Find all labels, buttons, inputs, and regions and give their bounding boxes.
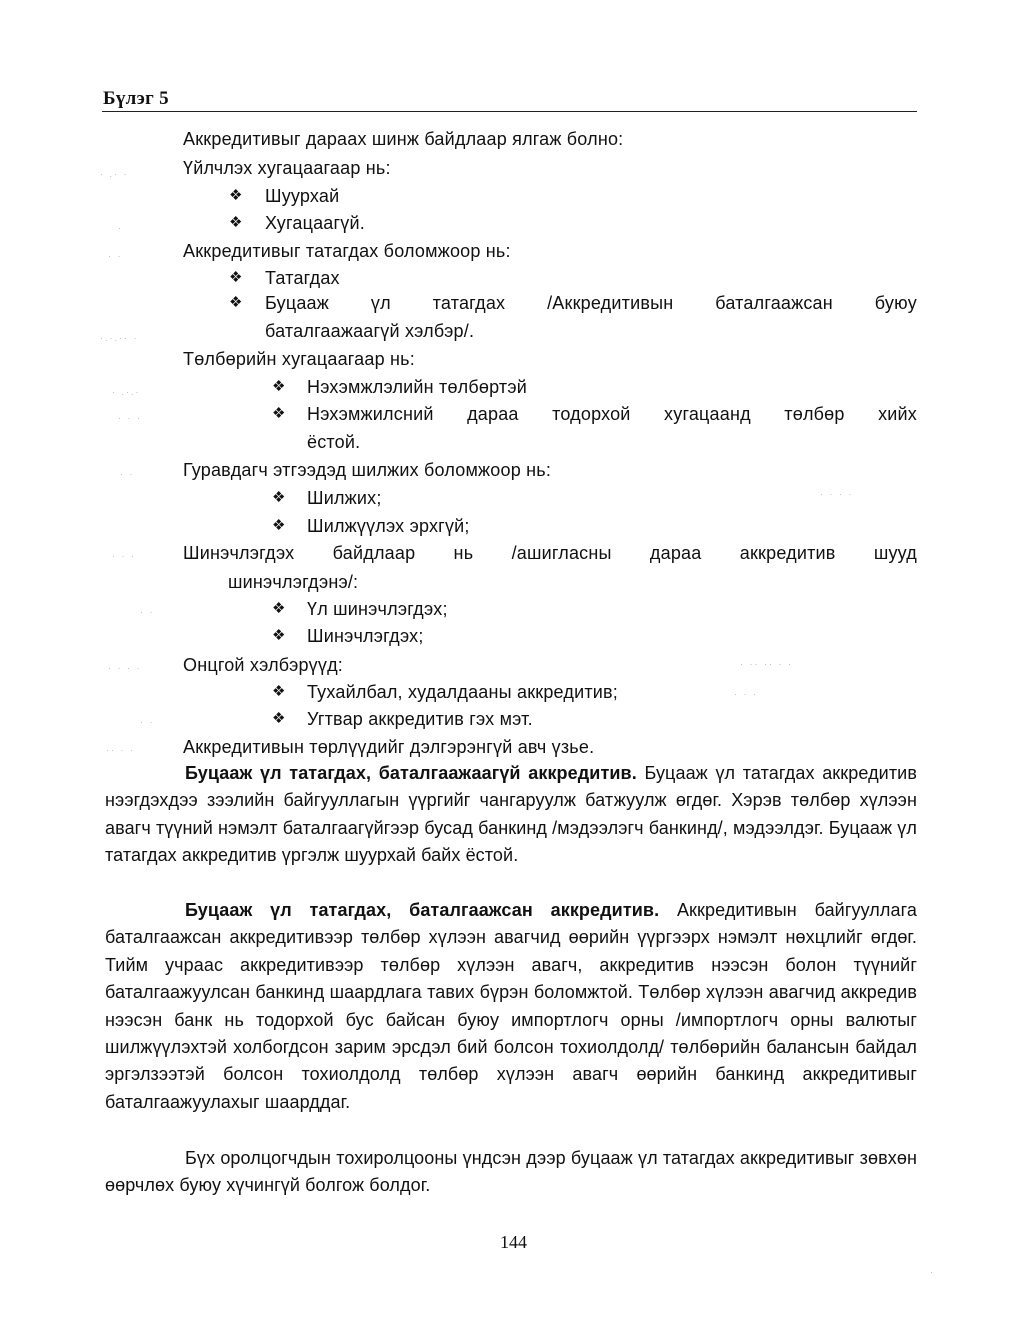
section-title: Онцгой хэлбэрүүд: (183, 655, 343, 675)
lead-in-line: Аккредитивын төрлүүдийг дэлгэрэнгүй авч үзье. (183, 737, 595, 757)
diamond-bullet-icon: ❖ (272, 710, 286, 727)
paragraph-heading: Буцааж үл татагдах, баталгаажаагүй аккредитив. (185, 763, 637, 783)
intro-line: Аккредитивыг дараах шинж байдлаар ялгаж болно: (183, 129, 624, 149)
scan-speck: ·· · · (106, 745, 135, 755)
section-title: Үйлчлэх хугацаагаар нь: (183, 158, 391, 178)
paragraph-text: Буцааж үл татагдах аккредитив нээгдэхдээ зээлийн байгууллагын үүргийг чангаруулж батжуулж өгдөг. Хэрэв төлбөр хүлээн авагч түүний нэмэлт баталгаагүйгээр бусад банкинд /мэдээлэгч банкинд/, мэдээлдэг. Буцааж үл татагдах аккредитив үргэлж шуурхай байх ёстой. (105, 763, 917, 866)
list-item: Нэхэмжилсний дараа тодорхой хугацаанд төлбөр хийх (307, 404, 917, 424)
diamond-bullet-icon: ❖ (272, 405, 286, 422)
scan-speck: · .· · (100, 169, 129, 179)
list-item-continuation: ёстой. (307, 432, 361, 452)
scan-speck: · · (140, 607, 155, 617)
scan-speck: · · · (734, 689, 758, 699)
diamond-bullet-icon: ❖ (272, 627, 286, 644)
scan-speck: ·.·.·· · (100, 333, 139, 343)
diamond-bullet-icon: ❖ (272, 489, 286, 506)
diamond-bullet-icon: ❖ (272, 683, 286, 700)
section-title-continuation: шинэчлэгдэнэ/: (228, 572, 359, 592)
paragraph (105, 760, 917, 870)
header-rule (102, 111, 917, 112)
scan-speck: · · · (112, 551, 136, 561)
scan-speck: · · (140, 717, 155, 727)
list-item: Шинэчлэгдэх; (307, 626, 424, 646)
section-title: Аккредитивыг татагдах боломжоор нь: (183, 241, 511, 261)
scan-speck: · · · · (108, 663, 142, 673)
list-item: Шилжих; (307, 488, 382, 508)
list-item: Шилжүүлэх эрхгүй; (307, 516, 470, 536)
diamond-bullet-icon: ❖ (272, 378, 286, 395)
diamond-bullet-icon: ❖ (229, 214, 243, 231)
diamond-bullet-icon: ❖ (272, 600, 286, 617)
paragraph-text: Бүх оролцогчдын тохиролцооны үндсэн дээр буцааж үл татагдах аккредитивыг зөвхөн өөрчлөх буюу хүчингүй болгож болдог. (105, 1148, 917, 1196)
paragraph-heading: Буцааж үл татагдах, баталгаажсан аккредитив. (185, 900, 660, 920)
list-item: Хугацаагүй. (265, 213, 365, 233)
section-title: Гуравдагч этгээдэд шилжих боломжоор нь: (183, 460, 552, 480)
list-item: Нэхэмжлэлийн төлбөртэй (307, 377, 528, 397)
diamond-bullet-icon: ❖ (272, 517, 286, 534)
paragraph-text: Аккредитивын байгууллага баталгаажсан аккредитивээр төлбөр хүлээн авагчид өөрийн үүргээрх нэмэлт нөхцлийг өгдөг. Тийм учраас аккредитивээр төлбөр хүлээн авагч, аккредитив нээсэн болон түүнийг баталгаажуулсан банкинд шаардлага тавих бүрэн боломжтой. Төлбөр хүлээн авагчид аккредив нээсэн банк нь тодорхой бус байсан буюу импортлогч орны /импортлогч орны валютыг шилжүүлэхтэй холбогдсон зарим эрсдэл бий болсон тохиолдолд/ төлбөрийн балансын байдал эргэлзээтэй болсон тохиолдолд төлбөр хүлээн авагч өөрийн банкинд аккредитивыг баталгаажуулахыг шаарддаг. (105, 900, 918, 1112)
scan-speck: · · · · (820, 489, 854, 499)
list-item: Татагдах (265, 268, 340, 288)
list-item: Шуурхай (265, 186, 340, 206)
scan-speck: · · (120, 469, 135, 479)
page-number: 144 (500, 1232, 527, 1252)
diamond-bullet-icon: ❖ (229, 294, 243, 311)
diamond-bullet-icon: ❖ (229, 187, 243, 204)
list-item: Үл шинэчлэгдэх; (307, 599, 448, 619)
chapter-heading: Бүлэг 5 (103, 88, 169, 109)
list-item-continuation: баталгаажаагүй хэлбэр/. (265, 321, 475, 341)
list-item: Буцааж үл татагдах /Аккредитивын баталгаажсан буюу (265, 293, 917, 313)
scan-speck: · .·.· (112, 387, 141, 397)
paragraph (105, 1145, 917, 1200)
list-item: Угтвар аккредитив гэх мэт. (307, 709, 533, 729)
list-item: Тухайлбал, худалдааны аккредитив; (307, 682, 618, 702)
paragraph (105, 897, 917, 1116)
section-title: Шинэчлэгдэх байдлаар нь /ашигласны дараа аккредитив шууд (183, 543, 917, 563)
scan-speck: · ·· ·· · · (740, 659, 793, 669)
scan-speck: · · · (118, 413, 142, 423)
scan-speck: · (118, 223, 123, 233)
scan-speck: · (930, 1267, 935, 1277)
diamond-bullet-icon: ❖ (229, 269, 243, 286)
scan-speck: · · (108, 251, 123, 261)
section-title: Төлбөрийн хугацаагаар нь: (183, 349, 415, 369)
